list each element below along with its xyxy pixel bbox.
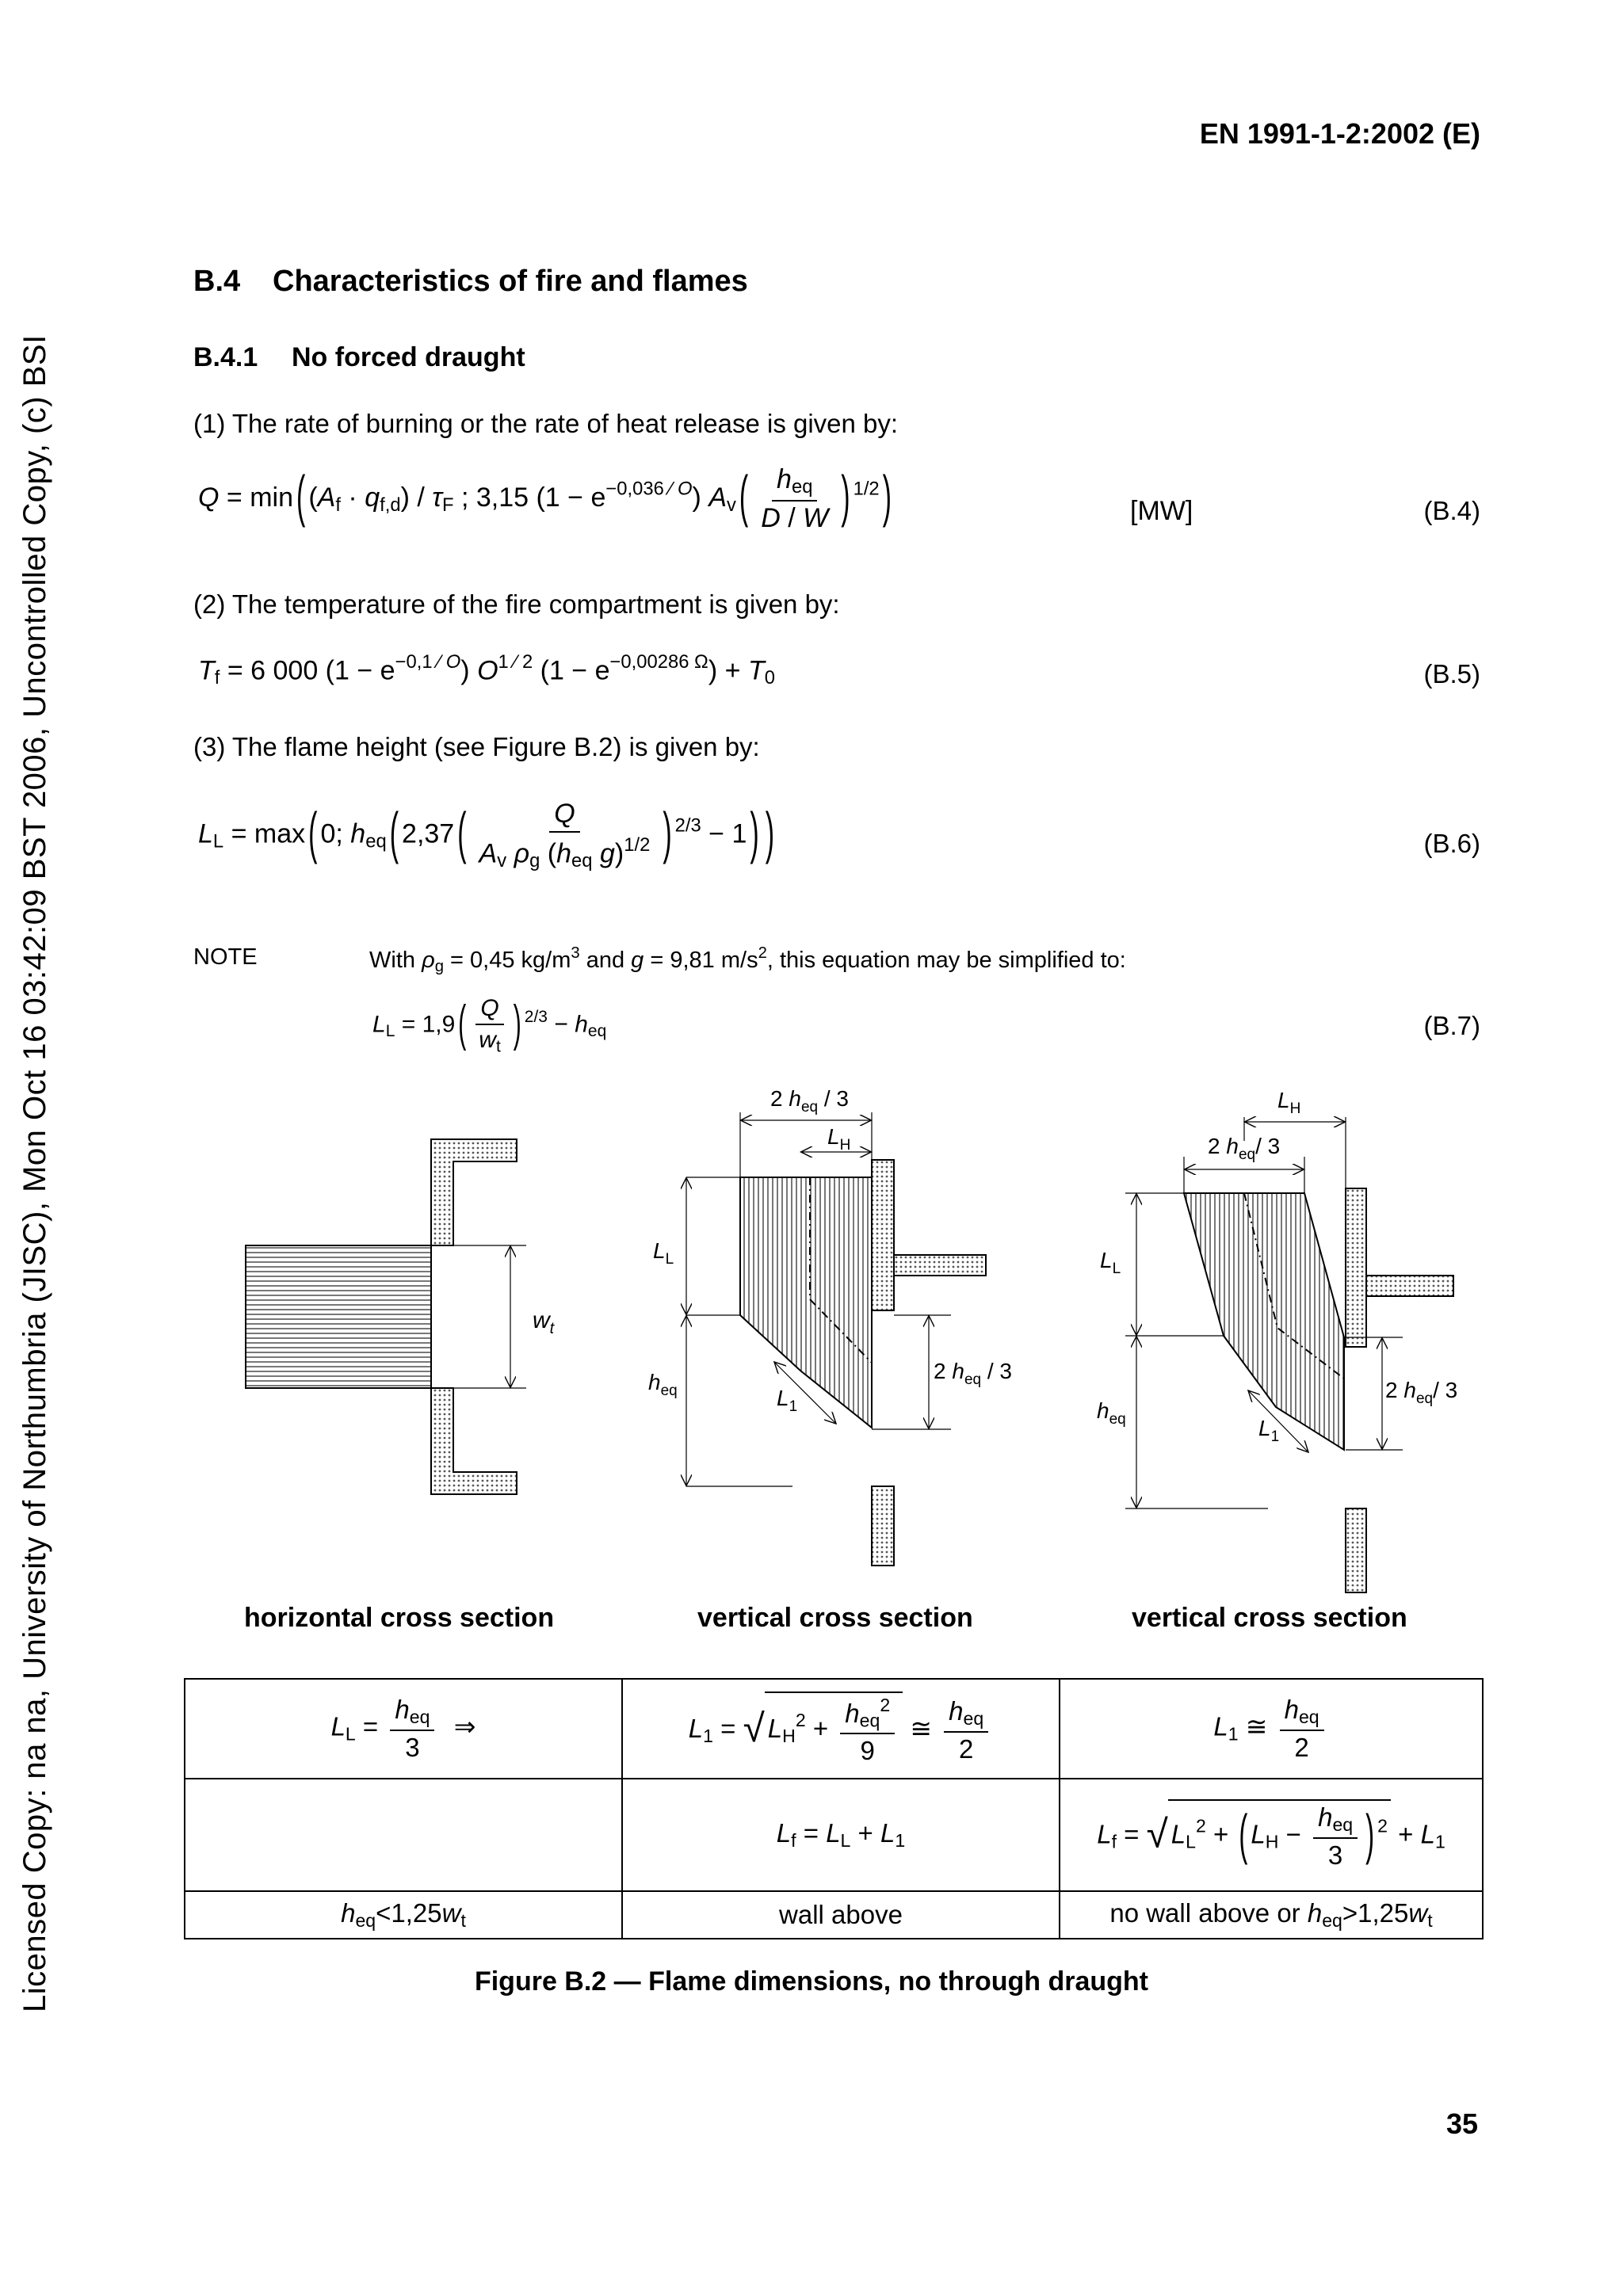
document-code: EN 1991-1-2:2002 (E)	[1199, 117, 1480, 150]
svg-text:heq: $h_{eq}$	[1097, 1398, 1126, 1428]
table-cell: $L_L$ = $\frac{h_{eq}}{3}$ ⇒	[185, 1679, 622, 1779]
section-number: B.4	[193, 265, 241, 298]
table-cell: $L_f$ = √ $L_L^2$ + ( $L_H$ − $\frac{h_{eq}}{3}$ ) $^2 + L_1$	[1060, 1779, 1483, 1891]
caption-vertical-cross-section-1: vertical cross section	[697, 1603, 973, 1633]
equation-b5: $T_f = 6$ 000 $(1 - e^{-0,1 ⁄ O})$ $O^{1 ⁄ 2}$ $(1 - e^{-0,00286 \Omega}) + T_0$	[198, 651, 775, 689]
subsection-title: No forced draught	[292, 342, 525, 372]
page-number: 35	[1445, 2107, 1478, 2140]
svg-text:wt: $w_t$	[533, 1307, 555, 1337]
flame-formula-table	[184, 1678, 1484, 1939]
svg-text:L1: $L_1$	[777, 1386, 798, 1415]
section-title: Characteristics of fire and flames	[273, 265, 748, 298]
equation-number-b6: (B.6)	[1423, 829, 1480, 858]
table-cell: $L_1$ = √ $L_H^2$ + $\frac{h_{eq}^2}{9}$ ≅ $\frac{h_{eq}}{2}$	[622, 1679, 1060, 1779]
vertical-cross-section-no-wall-above	[1097, 1088, 1457, 1592]
svg-text:L1: $L_1$	[1258, 1416, 1280, 1445]
condition-cell-3: no wall above or $h_{eq}>1,25w_t$	[1060, 1891, 1483, 1939]
equation-number-b4: (B.4)	[1423, 496, 1480, 525]
svg-text:LL: $L_L$	[653, 1238, 674, 1268]
equation-b4: Q = min ( $(A_f \cdot q_{f,d}) / \tau_F$ ; 3,15 $(1 - e^{-0,036 ⁄ O})$ $A_v$ ( $\frac{h_{eq}}{D / W}$ ) $^{1/2}$ )	[198, 464, 892, 533]
svg-text:heq: $h_{eq}$	[648, 1370, 678, 1399]
svg-text:2 heq/ 3: 2 $h_{eq}/$ 3	[1208, 1134, 1281, 1163]
equation-number-b5: (B.5)	[1423, 659, 1480, 688]
equation-b6: $L_L = \max$ ( 0; $h_{eq}$ ( 2,37 ( $\frac{Q}{A_v \rho_g (h_{eq} g)^{1/2}}$ ) $^{2/3}$ − 1 ) )	[198, 799, 775, 872]
table-cell: $L_1$ ≅ $\frac{h_{eq}}{2}$	[1060, 1679, 1483, 1779]
caption-horizontal-cross-section: horizontal cross section	[244, 1603, 555, 1633]
paragraph-1: (1) The rate of burning or the rate of heat release is given by:	[193, 409, 899, 438]
note-label: NOTE	[193, 944, 258, 970]
svg-text:2 heq / 3: 2 $h_{eq} / 3$	[934, 1359, 1012, 1388]
table-cell: $L_f = L_L + L_1$	[622, 1779, 1060, 1891]
condition-cell-1: $h_{eq}<1,25w_t$	[185, 1891, 622, 1939]
horizontal-cross-section-drawing	[246, 1139, 556, 1494]
paragraph-3: (3) The flame height (see Figure B.2) is given by:	[193, 732, 760, 761]
svg-text:2 heq / 3: 2 $h_{eq} / 3$	[770, 1086, 849, 1116]
table-row	[185, 1891, 1483, 1939]
license-watermark: Licensed Copy: na na, University of Northumbria (JISC), Mon Oct 16 03:42:09 BST 2006, Uncontrolled Copy, (c) BSI	[17, 334, 52, 2012]
vertical-cross-section-wall-above	[648, 1086, 1012, 1566]
table-cell	[185, 1779, 622, 1891]
table-row	[185, 1779, 1483, 1891]
figure-title: Figure B.2 — Flame dimensions, no through draught	[474, 1966, 1149, 1997]
svg-text:LH: $L_H$	[1277, 1088, 1301, 1117]
equation-number-b7: (B.7)	[1423, 1011, 1480, 1040]
equation-b7: $L_L = 1,9$ ( $\frac{Q}{w_t}$ ) $^{2/3} - h_{eq}$	[372, 995, 607, 1056]
paragraph-2: (2) The temperature of the fire compartment is given by:	[193, 589, 840, 619]
condition-cell-2: wall above	[622, 1891, 1060, 1939]
subsection-number: B.4.1	[193, 342, 258, 372]
svg-text:2 heq/ 3: 2 $h_{eq}/$ 3	[1385, 1378, 1458, 1407]
table-row	[185, 1679, 1483, 1779]
svg-text:LH: $L_H$	[827, 1124, 851, 1154]
caption-vertical-cross-section-2: vertical cross section	[1132, 1603, 1407, 1633]
note-text: With $\rho_g = 0,45$ $kg/m^3$ and g = 9,81 $m/s^2$, this equation may be simplified to:	[369, 944, 1126, 976]
equation-b4-unit: [MW]	[1130, 496, 1193, 526]
svg-text:LL: $L_L$	[1100, 1248, 1121, 1277]
